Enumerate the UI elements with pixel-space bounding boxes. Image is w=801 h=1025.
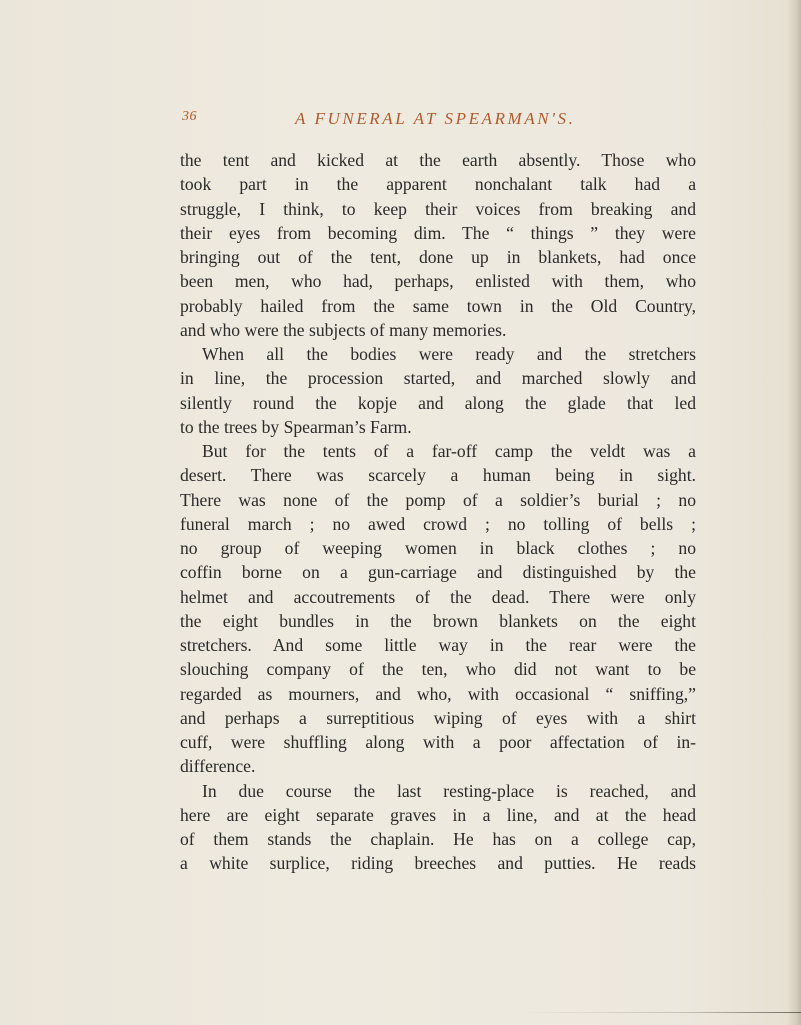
- text-line: been men, who had, perhaps, enlisted with them, who: [180, 271, 696, 292]
- text-line: to the trees by Spearman’s Farm.: [180, 416, 412, 437]
- text-line: of them stands the chaplain. He has on a college cap,: [180, 829, 696, 849]
- text-line: bringing out of the tent, done up in blankets, had once: [180, 247, 696, 267]
- text-line: difference.: [180, 756, 256, 777]
- text-line: took part in the apparent nonchalant talk had a: [180, 174, 696, 195]
- text-line: here are eight separate graves in a line, and at the head: [180, 804, 696, 825]
- text-line: slouching company of the ten, who did not want to be: [180, 659, 696, 680]
- text-line: the eight bundles in the brown blankets on the eight: [180, 610, 696, 631]
- text-line: no group of weeping women in black clothes ; no: [180, 538, 696, 558]
- text-line: In due course the last resting-place is reached, and: [202, 780, 696, 801]
- page-number: 36: [182, 109, 197, 124]
- text-line: struggle, I think, to keep their voices from breaking and: [180, 198, 696, 219]
- text-line: funeral march ; no awed crowd ; no tolling of bells ;: [180, 513, 696, 534]
- running-head: A FUNERAL AT SPEARMAN'S.: [295, 109, 576, 128]
- page-header: [182, 109, 576, 133]
- text-line: There was none of the pomp of a soldier’s burial ; no: [180, 489, 696, 510]
- text-line: coffin borne on a gun-carriage and distinguished by the: [180, 562, 696, 583]
- text-line: their eyes from becoming dim. The “ things ” they were: [180, 222, 696, 243]
- page-edge-shadow: [787, 0, 801, 1025]
- text-line: and perhaps a surreptitious wiping of eyes with a shirt: [180, 707, 696, 728]
- text-line: cuff, were shuffling along with a poor affectation of in-: [180, 732, 696, 752]
- text-line: a white surplice, riding breeches and putties. He reads: [180, 853, 696, 874]
- text-line: and who were the subjects of many memories.: [180, 319, 507, 340]
- body-text: [180, 148, 696, 876]
- text-line: When all the bodies were ready and the stretchers: [202, 344, 696, 364]
- text-line: But for the tents of a far-off camp the veldt was a: [202, 441, 696, 461]
- text-line: desert. There was scarcely a human being in sight.: [180, 465, 696, 486]
- text-line: helmet and accoutrements of the dead. There were only: [180, 586, 696, 607]
- text-line: in line, the procession started, and marched slowly and: [180, 368, 696, 389]
- text-line: stretchers. And some little way in the rear were the: [180, 635, 696, 655]
- text-line: regarded as mourners, and who, with occasional “ sniffing,”: [180, 683, 696, 704]
- text-line: the tent and kicked at the earth absently. Those who: [180, 150, 696, 170]
- text-line: probably hailed from the same town in the Old Country,: [180, 295, 696, 316]
- text-line: silently round the kopje and along the glade that led: [180, 392, 696, 413]
- bottom-edge-line: [520, 1012, 801, 1013]
